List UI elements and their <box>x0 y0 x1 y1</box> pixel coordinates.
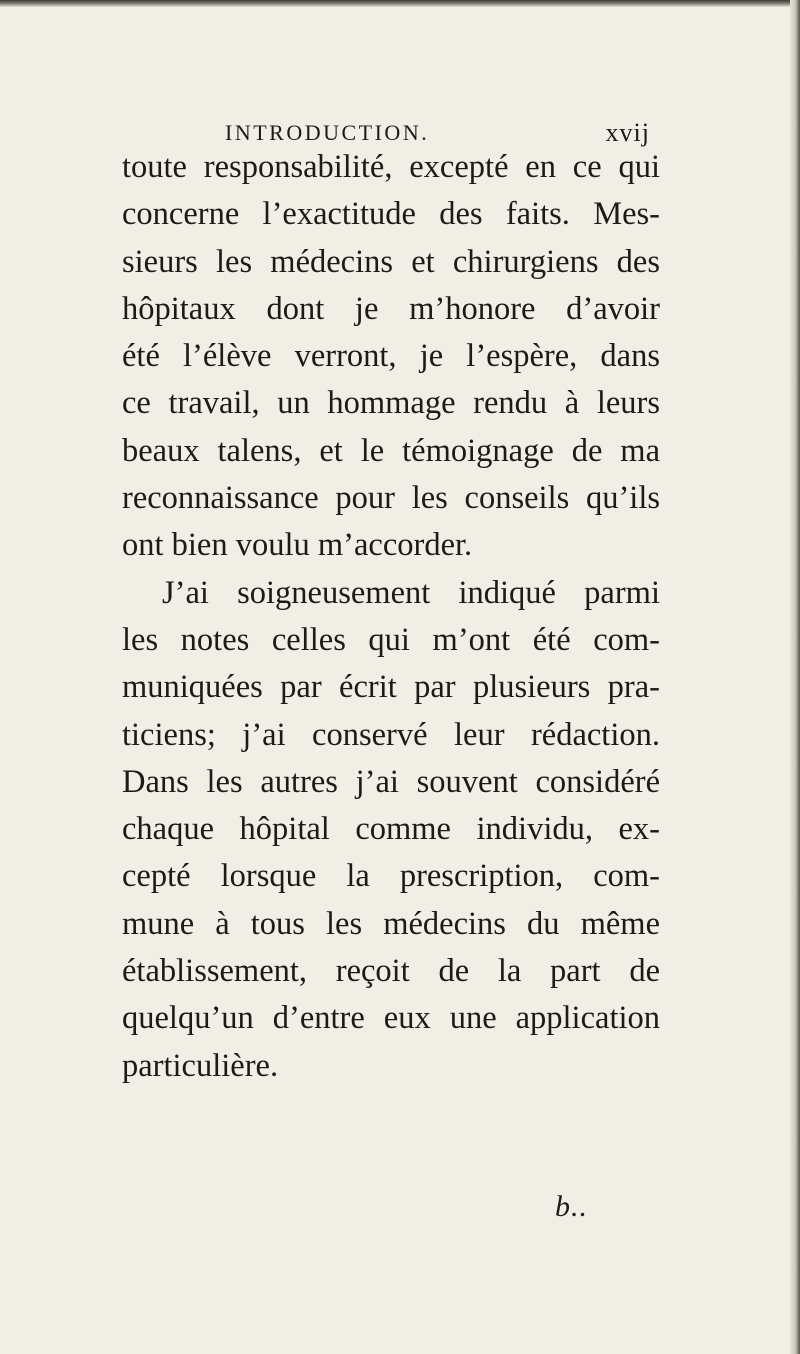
text-line: concerne l’exactitude des faits. Mes- <box>122 196 660 233</box>
page-number: xvij <box>605 118 650 147</box>
text-line: toute responsabilité, excepté en ce qui <box>122 149 660 185</box>
text-line: beaux talens, et le témoignage de ma <box>122 432 660 469</box>
text-line: ticiens; j’ai conservé leur rédaction. <box>122 716 660 753</box>
paragraph-end-line: particulière. <box>122 1047 279 1084</box>
chapter-title: INTRODUCTION. <box>225 120 430 145</box>
text-line: hôpitaux dont je m’honore d’avoir <box>122 290 660 327</box>
signature-mark: b.. <box>555 1190 588 1223</box>
text-line: été l’élève verront, je l’espère, dans <box>122 338 660 375</box>
text-line: Dans les autres j’ai souvent considéré <box>122 763 660 800</box>
text-line: les notes celles qui m’ont été com- <box>122 621 660 658</box>
text-line: ce travail, un hommage rendu à leurs <box>122 385 660 422</box>
text-line: reconnaissance pour les conseils qu’ils <box>122 480 660 517</box>
text-line: établissement, reçoit de la part de <box>122 953 660 990</box>
body-text <box>122 144 660 1090</box>
text-line: sieurs les médecins et chirurgiens des <box>122 243 660 280</box>
paragraph-end-line: ont bien voulu m’accorder. <box>122 527 473 564</box>
paragraph-start-line: J’ai soigneusement indiqué parmi <box>162 574 660 611</box>
text-line: quelqu’un d’entre eux une application <box>122 1000 660 1037</box>
text-line: muniquées par écrit par plusieurs pra- <box>122 669 660 706</box>
text-line: chaque hôpital comme individu, ex- <box>122 811 660 848</box>
text-line: mune à tous les médecins du même <box>122 905 660 942</box>
text-line: cepté lorsque la prescription, com- <box>122 858 660 895</box>
